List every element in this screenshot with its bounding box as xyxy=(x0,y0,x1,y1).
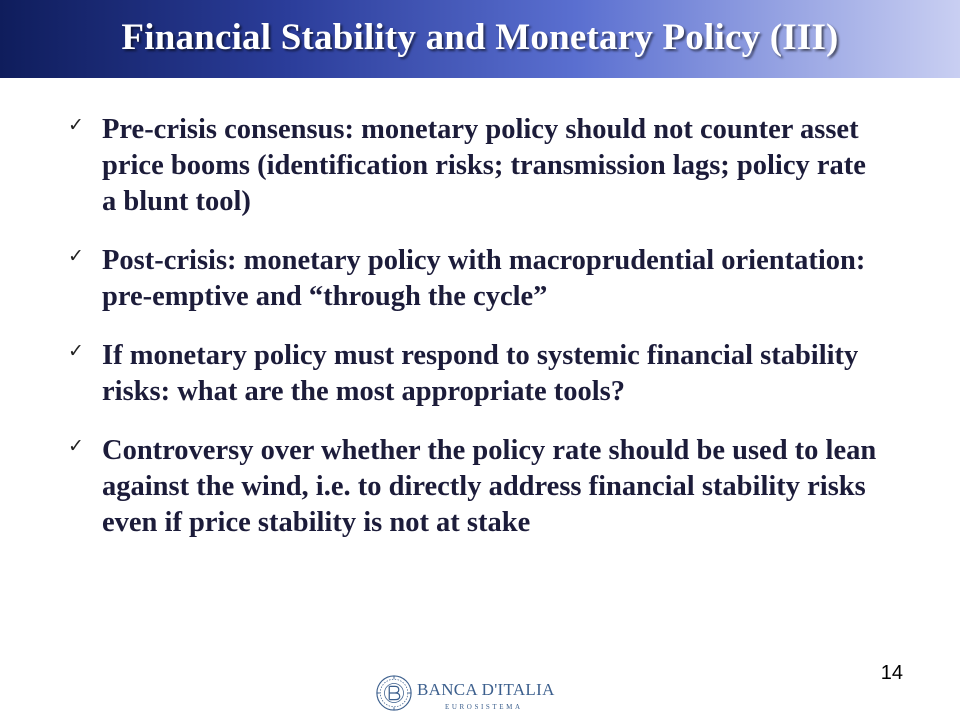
logo-name: BANCA D'ITALIA xyxy=(417,680,555,699)
bullet-text: If monetary policy must respond to systemic financial stability risks: what are the most appropriate tools? xyxy=(102,340,859,407)
banca-d-italia-logo xyxy=(375,672,555,716)
checkmark-icon: ✓ xyxy=(68,114,84,136)
bank-emblem-icon xyxy=(375,674,413,712)
checkmark-icon: ✓ xyxy=(68,340,84,362)
bullet-text: Controversy over whether the policy rate should be used to lean against the wind, i.e. to directly address financial stability risks even if price stability is not at stake xyxy=(102,435,877,538)
logo-subtitle: EUROSISTEMA xyxy=(445,703,523,711)
title-bar xyxy=(0,0,960,78)
checkmark-icon: ✓ xyxy=(68,245,84,267)
bullet-text: Pre-crisis consensus: monetary policy should not counter asset price booms (identification risks; transmission lags; policy rate a blunt tool) xyxy=(102,114,866,217)
slide-title: Financial Stability and Monetary Policy (III) xyxy=(121,17,839,58)
bullet-item xyxy=(62,112,882,220)
bullet-text: Post-crisis: monetary policy with macroprudential orientation: pre-emptive and “through the cycle” xyxy=(102,245,866,312)
checkmark-icon: ✓ xyxy=(68,435,84,457)
bullet-item xyxy=(62,433,882,541)
page-number: 14 xyxy=(880,662,903,684)
bullet-item xyxy=(62,243,882,315)
bullet-item xyxy=(62,338,882,410)
bullet-list xyxy=(62,112,882,564)
